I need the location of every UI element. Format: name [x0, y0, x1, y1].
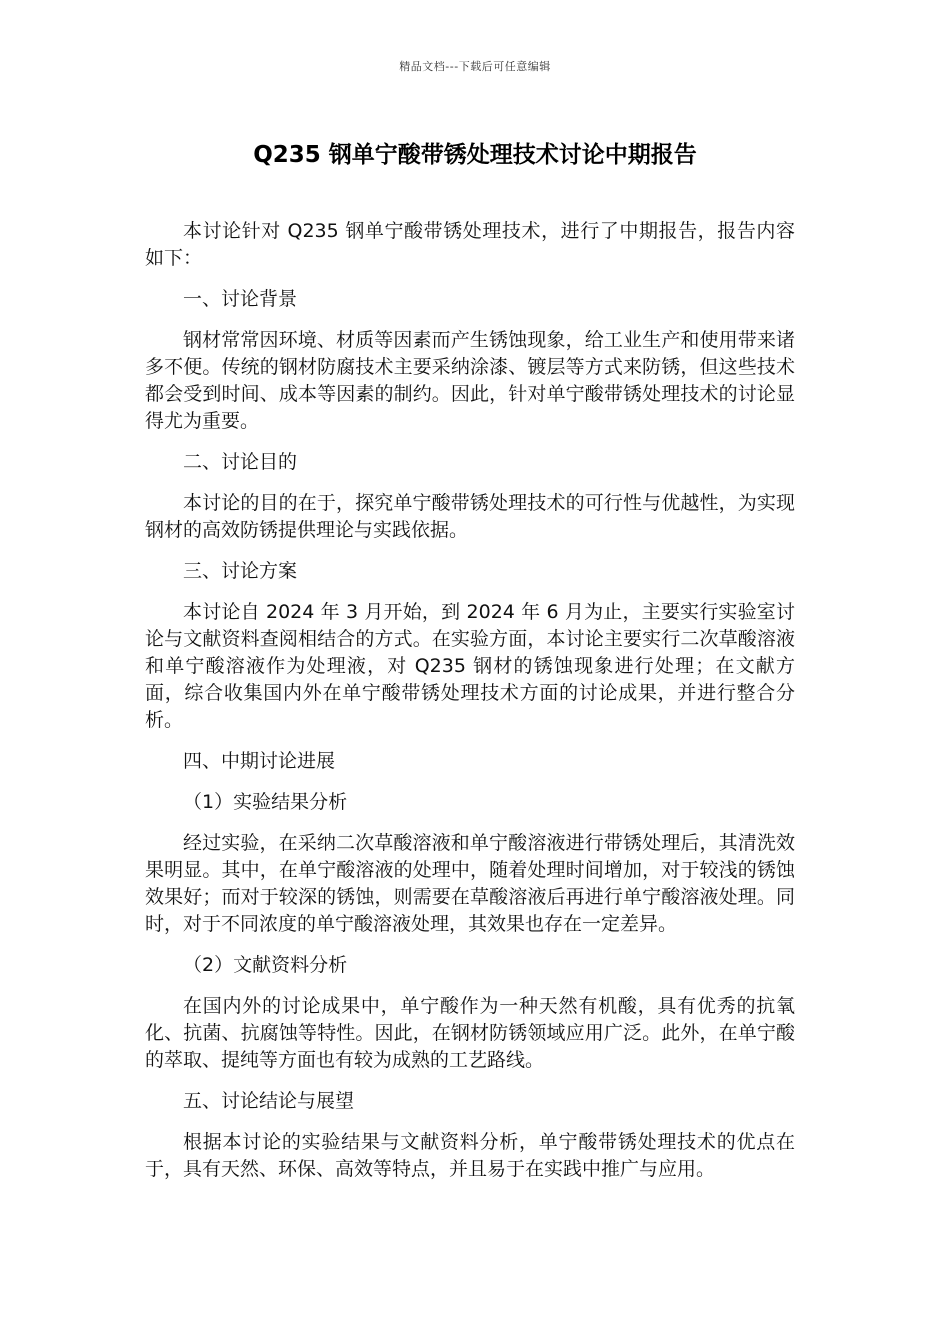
intro-paragraph: 本讨论针对 Q235 钢单宁酸带锈处理技术，进行了中期报告，报告内容如下：: [145, 220, 795, 269]
experiment-results-paragraph: 经过实验，在采纳二次草酸溶液和单宁酸溶液进行带锈处理后，其清洗效果明显。其中，在单宁酸溶液的处理中，随着处理时间增加，对于较浅的锈蚀效果好；而对于较深的锈蚀，则需要在草酸溶液后再进行单宁酸溶液处理。同时，对于不同浓度的单宁酸溶液处理，其效果也存在一定差异。: [145, 832, 795, 935]
subheading-experiment-results: （1）实验结果分析: [183, 791, 348, 813]
section-heading-plan: 三、讨论方案: [183, 560, 298, 582]
section-heading-progress: 四、中期讨论进展: [183, 750, 336, 772]
header-note: 精品文档---下载后可任意编辑: [399, 60, 551, 73]
plan-paragraph: 本讨论自 2024 年 3 月开始，到 2024 年 6 月为止，主要实行实验室讨论与文献资料查阅相结合的方式。在实验方面，本讨论主要实行二次草酸溶液和单宁酸溶液作为处理液，对 Q235 钢材的锈蚀现象进行处理；在文献方面，综合收集国内外在单宁酸带锈处理技术方面的讨论成果，并进行整合分析。: [145, 601, 795, 731]
section-heading-purpose: 二、讨论目的: [183, 451, 298, 473]
background-paragraph: 钢材常常因环境、材质等因素而产生锈蚀现象，给工业生产和使用带来诸多不便。传统的钢材防腐技术主要采纳涂漆、镀层等方式来防锈，但这些技术都会受到时间、成本等因素的制约。因此，针对单宁酸带锈处理技术的讨论显得尤为重要。: [145, 329, 795, 432]
document-body: [145, 218, 795, 1197]
conclusion-paragraph: 根据本讨论的实验结果与文献资料分析，单宁酸带锈处理技术的优点在于，具有天然、环保、高效等特点，并且易于在实践中推广与应用。: [145, 1131, 795, 1180]
purpose-paragraph: 本讨论的目的在于，探究单宁酸带锈处理技术的可行性与优越性，为实现钢材的高效防锈提供理论与实践依据。: [145, 492, 795, 541]
document-title: Q235 钢单宁酸带锈处理技术讨论中期报告: [253, 142, 697, 168]
literature-analysis-paragraph: 在国内外的讨论成果中，单宁酸作为一种天然有机酸，具有优秀的抗氧化、抗菌、抗腐蚀等特性。因此，在钢材防锈领域应用广泛。此外，在单宁酸的萃取、提纯等方面也有较为成熟的工艺路线。: [145, 995, 795, 1071]
section-heading-conclusion: 五、讨论结论与展望: [183, 1090, 355, 1112]
subheading-literature-analysis: （2）文献资料分析: [183, 954, 348, 976]
section-heading-background: 一、讨论背景: [183, 288, 298, 310]
